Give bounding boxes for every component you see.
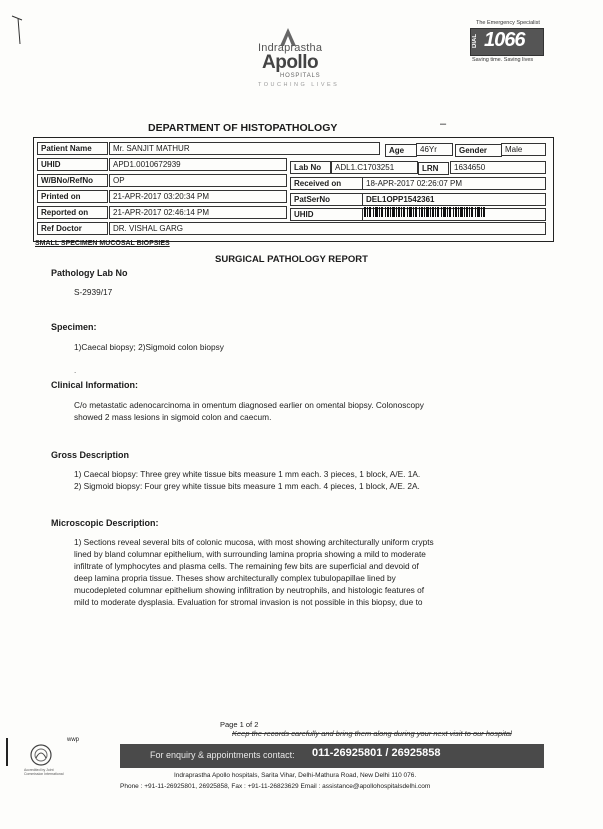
micro-line: lined by bland columnar epithelium, with surrounding lamina propria showing a mild to moderate bbox=[74, 549, 426, 559]
lab-no-label: Lab No bbox=[290, 161, 331, 174]
lrn-label: LRN bbox=[418, 162, 449, 175]
small-specimen-heading: SMALL SPECIMEN MUCOSAL BIOPSIES bbox=[35, 240, 170, 247]
enquiry-label: For enquiry & appointments contact: bbox=[150, 750, 295, 760]
gender-value: Male bbox=[501, 143, 546, 156]
dash-mark: – bbox=[440, 118, 447, 130]
barcode bbox=[364, 207, 486, 217]
accreditation-text: Accredited by Joint Commission International bbox=[24, 768, 64, 776]
age-value: 46Yr bbox=[416, 143, 453, 156]
department-title: DEPARTMENT OF HISTOPATHOLOGY bbox=[148, 122, 338, 134]
specimen-heading: Specimen: bbox=[51, 322, 97, 332]
gender-label: Gender bbox=[455, 144, 502, 157]
wwp-mark: wwp bbox=[67, 737, 80, 743]
lab-no-value: ADL1.C1703251 bbox=[331, 161, 418, 174]
wbno-label: W/BNo/RefNo bbox=[37, 174, 108, 187]
gross-line: 1) Caecal biopsy: Three grey white tissue bits measure 1 mm each. 3 pieces, 1 block, A/E. 1A. bbox=[74, 469, 421, 479]
micro-line: mucodepleted columnar epithelium showing infiltration by neutrophils, and histologic features of bbox=[74, 585, 425, 595]
emergency-dial: DIAL bbox=[472, 34, 478, 48]
lab-no-value-text: S-2939/17 bbox=[74, 287, 113, 297]
logo-line2: Apollo bbox=[262, 52, 319, 73]
printed-label: Printed on bbox=[37, 190, 108, 203]
keep-records-note: Keep the records carefully and bring them along during your next visit to our hospital bbox=[232, 729, 512, 738]
enquiry-number: 011-26925801 / 26925858 bbox=[312, 747, 441, 759]
page-number: Page 1 of 2 bbox=[220, 720, 259, 729]
received-label: Received on bbox=[290, 177, 363, 190]
gross-line: 2) Sigmoid biopsy: Four grey white tissue bits measure 1 mm each. 4 pieces, 1 block, A/E. 2A. bbox=[74, 481, 420, 491]
micro-line: deep lamina propria tissue. Theses show architecturally complex tubulopapillae lined by bbox=[74, 573, 396, 583]
micro-line: mild to moderate dysplasia. Evaluation for stromal invasion is not possible in this biopsy, due to bbox=[74, 597, 423, 607]
uhid2-label: UHID bbox=[290, 208, 363, 221]
stray-dot: . bbox=[74, 366, 77, 375]
lrn-value: 1634650 bbox=[450, 161, 546, 174]
reported-value: 21-APR-2017 02:46:14 PM bbox=[109, 206, 287, 219]
lab-no-heading: Pathology Lab No bbox=[51, 268, 128, 278]
contact-line: Phone : +91-11-26925801, 26925858, Fax : +91-11-26823629 Email : assistance@apollohospitalsdelhi.com bbox=[120, 783, 431, 790]
patient-name-label: Patient Name bbox=[37, 142, 108, 155]
report-title: SURGICAL PATHOLOGY REPORT bbox=[215, 254, 368, 265]
logo-line1: Indraprastha bbox=[258, 42, 323, 54]
micro-line: infiltrate of lymphocytes and plasma cells. The remaining few bits are superficial and devoid of bbox=[74, 561, 419, 571]
jci-accreditation-icon bbox=[30, 744, 52, 766]
clinical-heading: Clinical Information: bbox=[51, 380, 139, 390]
micro-line: 1) Sections reveal several bits of colonic mucosa, with most showing architecturally uniform crypts bbox=[74, 537, 434, 547]
emergency-title: The Emergency Specialist bbox=[476, 20, 540, 26]
gross-heading: Gross Description bbox=[51, 450, 130, 460]
clinical-line: showed 2 mass lesions in sigmoid colon and caecum. bbox=[74, 412, 272, 422]
ref-doctor-label: Ref Doctor bbox=[37, 222, 108, 235]
ref-doctor-value: DR. VISHAL GARG bbox=[109, 222, 546, 235]
age-label: Age bbox=[385, 144, 417, 157]
logo-tagline: TOUCHING LIVES bbox=[258, 82, 340, 88]
logo-line3: HOSPITALS bbox=[280, 73, 321, 79]
emergency-tagline: Saving time. Saving lives bbox=[472, 57, 534, 63]
micro-heading: Microscopic Description: bbox=[51, 518, 159, 528]
uhid-label: UHID bbox=[37, 158, 108, 171]
reported-label: Reported on bbox=[37, 206, 108, 219]
received-value: 18-APR-2017 02:26:07 PM bbox=[362, 177, 546, 190]
wbno-value: OP bbox=[109, 174, 287, 187]
hospital-address: Indraprastha Apollo hospitals, Sarita Vihar, Delhi-Mathura Road, New Delhi 110 076. bbox=[174, 772, 417, 779]
emergency-number: 1066 bbox=[484, 29, 525, 51]
clinical-line: C/o metastatic adenocarcinoma in omentum diagnosed earlier on omental biopsy. Colonoscopy bbox=[74, 400, 424, 410]
left-margin-mark bbox=[6, 738, 8, 766]
patserno-label: PatSerNo bbox=[290, 193, 363, 206]
printed-value: 21-APR-2017 03:20:34 PM bbox=[109, 190, 287, 203]
specimen-text: 1)Caecal biopsy; 2)Sigmoid colon biopsy bbox=[74, 342, 224, 352]
patient-name-value: Mr. SANJIT MATHUR bbox=[109, 142, 380, 155]
patserno-value: DEL1OPP1542361 bbox=[362, 193, 546, 206]
pen-mark-icon bbox=[10, 14, 24, 46]
uhid-value: APD1.0010672939 bbox=[109, 158, 287, 171]
